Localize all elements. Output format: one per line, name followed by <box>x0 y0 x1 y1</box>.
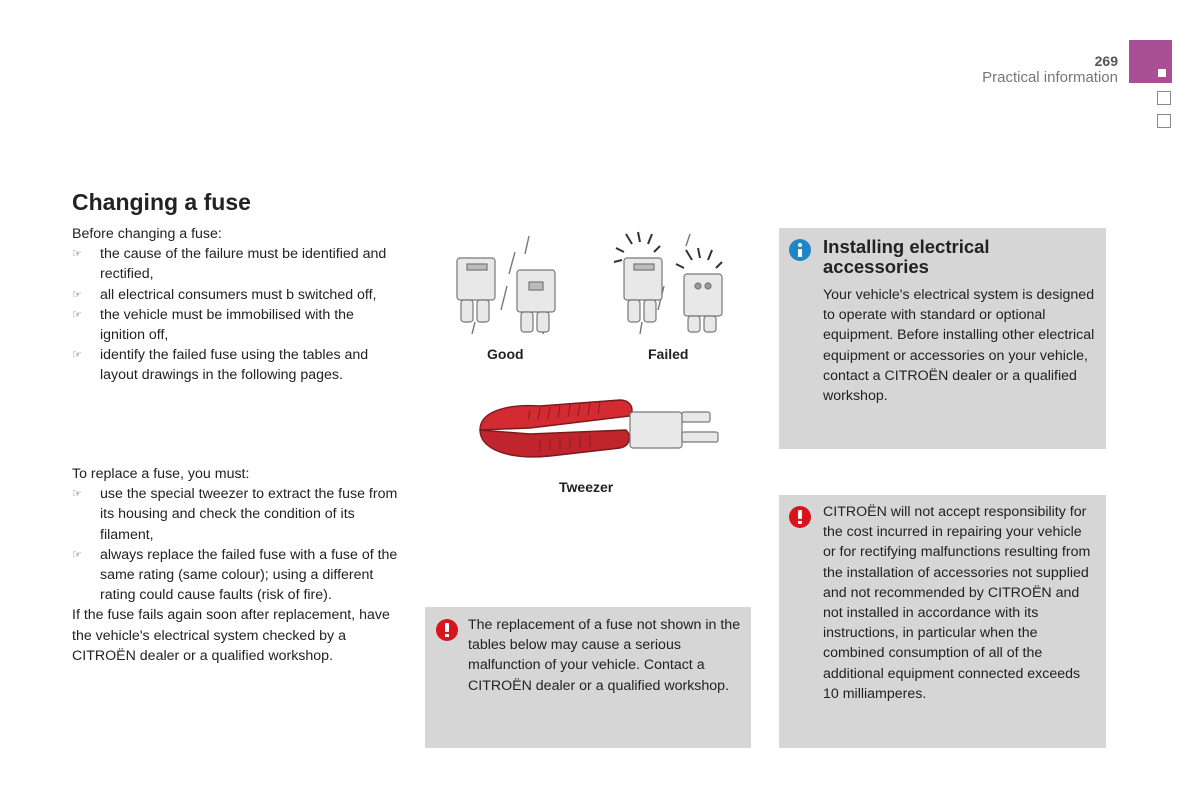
replace-intro: To replace a fuse, you must: <box>72 466 250 482</box>
before-intro: Before changing a fuse: <box>72 226 222 242</box>
before-list <box>72 244 402 385</box>
list-item-text: the cause of the failure must be identified and rectified, <box>100 246 387 283</box>
warning-icon <box>436 619 458 641</box>
list-item <box>72 484 402 545</box>
pointing-hand-icon: ☞ <box>72 308 82 321</box>
chapter-tab-empty <box>1157 114 1171 128</box>
page-title: Changing a fuse <box>72 189 251 215</box>
tweezer-label: Tweezer <box>559 479 614 495</box>
list-item <box>72 244 402 284</box>
tweezer-illustration <box>470 390 720 470</box>
chapter-tab-empty <box>1157 91 1171 105</box>
warning-icon <box>789 506 811 528</box>
liability-warning-panel <box>779 495 1106 748</box>
pointing-hand-icon: ☞ <box>72 248 82 261</box>
info-text: Your vehicle's electrical system is designed to operate with standard or optional equipment. Before installing other electrical equipment or accessories on your vehicle, contact a CITROËN dealer or a qualified workshop. <box>823 287 1095 405</box>
fuse-warning-panel <box>425 607 751 748</box>
chapter-tab <box>1129 40 1172 83</box>
tab-marker <box>1158 69 1166 77</box>
section-name: Practical information <box>982 69 1118 86</box>
pointing-hand-icon: ☞ <box>72 548 82 561</box>
replace-list <box>72 484 402 605</box>
list-item <box>72 545 402 606</box>
list-item-text: the vehicle must be immobilised with the ignition off, <box>100 306 354 344</box>
pointing-hand-icon: ☞ <box>72 349 82 362</box>
good-label: Good <box>487 346 524 362</box>
replace-section <box>72 464 402 666</box>
info-icon <box>789 239 811 261</box>
info-panel <box>779 228 1106 449</box>
pointing-hand-icon: ☞ <box>72 288 82 301</box>
before-section <box>72 224 402 386</box>
list-item <box>72 285 402 305</box>
fuse-warning-text: The replacement of a fuse not shown in the tables below may cause a serious malfunction of your vehicle. Contact a CITROËN dealer or a qualified workshop. <box>468 617 741 694</box>
fuse-failed-illustration <box>612 230 742 340</box>
list-item-text: all electrical consumers must b switched off, <box>100 286 377 303</box>
failed-label: Failed <box>648 346 689 362</box>
list-item-text: use the special tweezer to extract the fuse from its housing and check the condition of its filament, <box>100 486 398 543</box>
liability-warning-text: CITROËN will not accept responsibility for the cost incurred in repairing your vehicle or for rectifying malfunctions resulting from the installation of accessories not supplied and not recommended by CITROËN and not installed in accordance with its instructions, in particular when the combined consumption of all of the additional equipment connected exceeds 10 milliamperes. <box>823 504 1091 702</box>
list-item <box>72 345 402 385</box>
list-item-text: identify the failed fuse using the tables and layout drawings in the following pages. <box>100 347 369 384</box>
info-title: Installing electrical accessories <box>823 236 990 277</box>
pointing-hand-icon: ☞ <box>72 488 82 501</box>
list-item <box>72 305 402 345</box>
page-number: 269 <box>1094 53 1118 69</box>
closing-paragraph: If the fuse fails again soon after replacement, have the vehicle's electrical system checked by a CITROËN dealer or a qualified workshop. <box>72 607 390 664</box>
list-item-text: always replace the failed fuse with a fuse of the same rating (same colour); using a different rating could cause faults (risk of fire). <box>100 546 398 604</box>
fuse-good-illustration <box>445 230 575 340</box>
